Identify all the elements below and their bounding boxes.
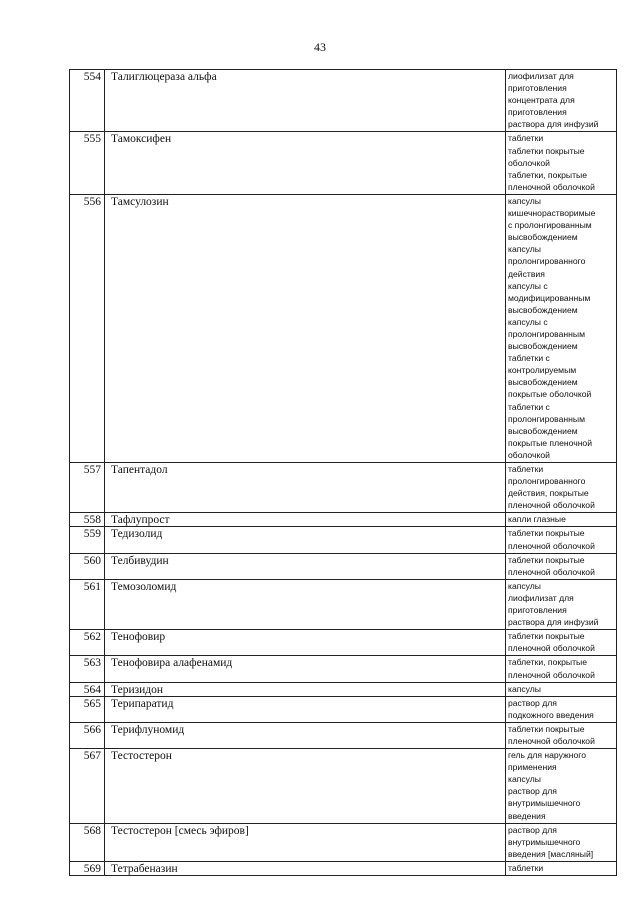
drug-name: Тестостерон [смесь эфиров] — [105, 823, 506, 861]
drug-name: Тетрабеназин — [105, 861, 506, 875]
row-number: 567 — [70, 749, 105, 824]
drug-name: Терифлуномид — [105, 722, 506, 748]
dosage-form: лиофилизат для приготовления концентрата для приготовления раствора для инфузий — [506, 70, 617, 132]
row-number: 562 — [70, 630, 105, 656]
dosage-form: таблетки покрытые пленочной оболочкой — [506, 722, 617, 748]
table-row — [70, 527, 617, 553]
row-number: 558 — [70, 513, 105, 527]
dosage-form: таблетки, покрытые пленочной оболочкой — [506, 656, 617, 682]
row-number: 557 — [70, 463, 105, 513]
row-number: 565 — [70, 696, 105, 722]
table-row — [70, 656, 617, 682]
drug-name: Тестостерон — [105, 749, 506, 824]
drug-name: Талиглюцераза альфа — [105, 70, 506, 132]
drug-name: Теризидон — [105, 682, 506, 696]
row-number: 569 — [70, 861, 105, 875]
table-row — [70, 132, 617, 194]
row-number: 566 — [70, 722, 105, 748]
table-row — [70, 579, 617, 629]
table-row — [70, 696, 617, 722]
dosage-form: таблетки пролонгированного действия, покрытые пленочной оболочкой — [506, 463, 617, 513]
drug-name: Тенофовир — [105, 630, 506, 656]
row-number: 561 — [70, 579, 105, 629]
row-number: 560 — [70, 553, 105, 579]
page-number: 43 — [314, 40, 326, 54]
row-number: 564 — [70, 682, 105, 696]
row-number: 555 — [70, 132, 105, 194]
table-row — [70, 722, 617, 748]
dosage-form: таблетки таблетки покрытые оболочкой таблетки, покрытые пленочной оболочкой — [506, 132, 617, 194]
dosage-form: раствор для подкожного введения — [506, 696, 617, 722]
table-row — [70, 194, 617, 462]
table-body — [70, 70, 617, 876]
drug-name: Терипаратид — [105, 696, 506, 722]
table-row — [70, 630, 617, 656]
table-row — [70, 463, 617, 513]
dosage-form: капсулы кишечнорастворимые с пролонгированным высвобождением капсулы пролонгированного действия капсулы с модифицированным высвобождением капсулы с пролонгированным высвобождением таблетки с контролируемым высвобождением покрытые оболочкой таблетки с пролонгированным высвобождением покрытые пленочной оболочкой — [506, 194, 617, 462]
drug-name: Тедизолид — [105, 527, 506, 553]
row-number: 554 — [70, 70, 105, 132]
table-row — [70, 749, 617, 824]
table-row — [70, 70, 617, 132]
row-number: 556 — [70, 194, 105, 462]
table-row — [70, 823, 617, 861]
dosage-form: таблетки покрытые пленочной оболочкой — [506, 630, 617, 656]
dosage-form: капсулы — [506, 682, 617, 696]
dosage-form: таблетки покрытые пленочной оболочкой — [506, 553, 617, 579]
table-row — [70, 682, 617, 696]
table-row — [70, 861, 617, 875]
table-row — [70, 513, 617, 527]
drug-name: Телбивудин — [105, 553, 506, 579]
drug-name: Тенофовира алафенамид — [105, 656, 506, 682]
dosage-form: таблетки покрытые пленочной оболочкой — [506, 527, 617, 553]
drug-name: Тафлупрост — [105, 513, 506, 527]
drug-name: Тамсулозин — [105, 194, 506, 462]
drug-name: Тамоксифен — [105, 132, 506, 194]
table-row — [70, 553, 617, 579]
row-number: 559 — [70, 527, 105, 553]
dosage-form: таблетки — [506, 861, 617, 875]
dosage-form: капсулы лиофилизат для приготовления раствора для инфузий — [506, 579, 617, 629]
dosage-form: раствор для внутримышечного введения [масляный] — [506, 823, 617, 861]
dosage-form: гель для наружного применения капсулы раствор для внутримышечного введения — [506, 749, 617, 824]
row-number: 563 — [70, 656, 105, 682]
drug-name: Темозоломид — [105, 579, 506, 629]
drug-table — [69, 69, 617, 876]
row-number: 568 — [70, 823, 105, 861]
dosage-form: капли глазные — [506, 513, 617, 527]
drug-name: Тапентадол — [105, 463, 506, 513]
